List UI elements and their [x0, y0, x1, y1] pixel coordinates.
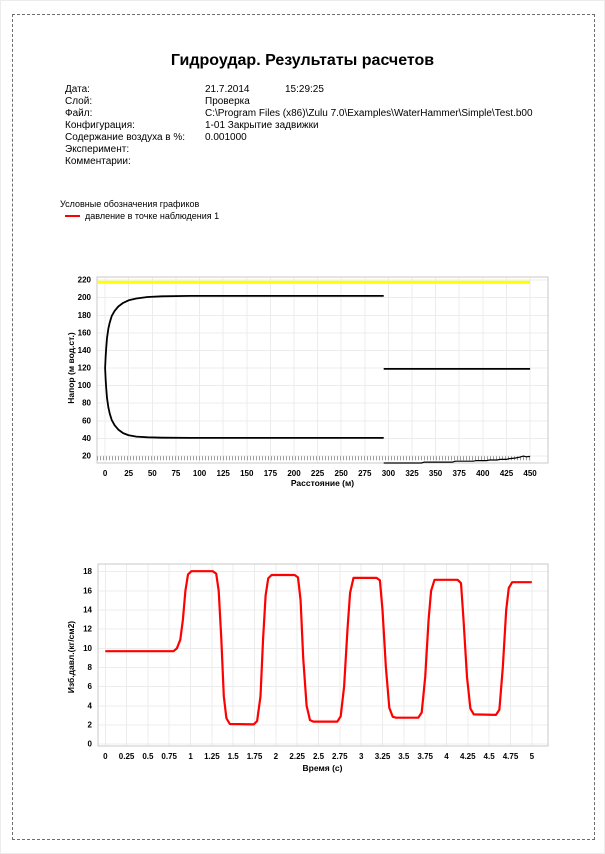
svg-text:125: 125 [216, 469, 230, 478]
svg-text:25: 25 [124, 469, 134, 478]
meta-row [65, 156, 545, 168]
legend-line-swatch [65, 215, 80, 217]
meta-row [65, 144, 545, 156]
svg-text:0: 0 [103, 752, 108, 761]
svg-text:14: 14 [83, 605, 92, 615]
legend-title: Условные обозначения графиков [60, 199, 200, 209]
svg-text:50: 50 [147, 469, 157, 478]
svg-text:1: 1 [188, 752, 193, 761]
meta-label: Дата: [65, 84, 90, 95]
chart-legend [60, 198, 219, 222]
svg-text:8: 8 [87, 663, 92, 672]
meta-row [65, 96, 545, 108]
svg-text:6: 6 [87, 682, 92, 692]
svg-text:60: 60 [82, 416, 91, 426]
svg-text:2.5: 2.5 [312, 752, 325, 761]
svg-text:2: 2 [273, 752, 279, 761]
svg-text:2: 2 [87, 720, 92, 730]
svg-text:3: 3 [358, 752, 364, 761]
svg-text:4: 4 [87, 701, 92, 711]
meta-value: 1-01 Закрытие задвижки [205, 120, 319, 131]
svg-text:1.75: 1.75 [246, 752, 263, 761]
svg-text:2.25: 2.25 [289, 752, 305, 761]
meta-value: C:\Program Files (x86)\Zulu 7.0\Examples\WaterHammer\Simple\Test.b00 [205, 108, 533, 119]
svg-text:300: 300 [381, 469, 396, 478]
svg-text:0: 0 [102, 469, 108, 478]
svg-text:140: 140 [77, 345, 91, 355]
svg-text:350: 350 [428, 469, 443, 478]
svg-text:3.75: 3.75 [417, 752, 433, 761]
svg-text:275: 275 [358, 469, 372, 478]
meta-label: Эксперимент: [65, 144, 130, 155]
svg-text:100: 100 [192, 469, 207, 478]
svg-text:0.25: 0.25 [118, 752, 135, 761]
svg-text:75: 75 [171, 469, 181, 478]
legend-item [65, 210, 219, 222]
chart1-y-axis-label: Напор (м вод.ст.) [66, 332, 76, 404]
svg-text:0.5: 0.5 [142, 752, 154, 761]
metadata-block [65, 84, 545, 168]
svg-text:175: 175 [263, 469, 278, 478]
pressure-time-chart-plot [60, 553, 555, 783]
legend-item-label: давление в точке наблюдения 1 [85, 211, 220, 221]
svg-text:200: 200 [77, 293, 91, 303]
meta-label: Комментарии: [65, 156, 131, 167]
meta-label: Файл: [65, 108, 93, 119]
meta-value-time: 15:29:25 [285, 84, 324, 95]
svg-text:425: 425 [499, 469, 514, 478]
svg-text:375: 375 [452, 469, 466, 478]
svg-text:2.75: 2.75 [332, 752, 348, 761]
svg-text:16: 16 [83, 586, 92, 596]
svg-text:3.25: 3.25 [374, 752, 391, 761]
svg-text:5: 5 [529, 752, 535, 761]
meta-label: Содержание воздуха в %: [65, 132, 186, 143]
meta-row [65, 120, 545, 132]
meta-label: Конфигурация: [65, 120, 135, 131]
report-title: Гидроудар. Результаты расчетов [170, 52, 435, 69]
svg-text:80: 80 [82, 398, 91, 408]
svg-text:0.75: 0.75 [161, 752, 177, 761]
svg-text:100: 100 [77, 381, 91, 391]
svg-text:4.25: 4.25 [460, 752, 476, 761]
chart2-y-axis-label: Изб.давл.(кг/см2) [66, 620, 76, 694]
svg-text:160: 160 [77, 328, 91, 338]
svg-text:10: 10 [83, 643, 92, 653]
svg-text:12: 12 [83, 624, 92, 634]
svg-text:20: 20 [82, 451, 91, 461]
meta-row [65, 132, 545, 144]
svg-text:225: 225 [310, 469, 325, 478]
chart1-x-axis-label: Расстояние (м) [290, 478, 355, 488]
head-distance-chart-plot [60, 270, 555, 500]
svg-text:4.75: 4.75 [502, 752, 519, 761]
meta-value: Проверка [205, 96, 250, 107]
svg-text:200: 200 [287, 469, 301, 478]
head-distance-chart [60, 270, 555, 500]
svg-text:120: 120 [77, 363, 91, 373]
svg-text:220: 220 [77, 275, 91, 285]
svg-text:4.5: 4.5 [483, 752, 495, 761]
svg-text:250: 250 [334, 469, 348, 478]
meta-value: 0.001000 [205, 132, 247, 143]
svg-text:1.25: 1.25 [204, 752, 220, 761]
svg-text:180: 180 [77, 310, 91, 320]
chart2-x-axis-label: Время (с) [302, 763, 343, 773]
svg-text:0: 0 [87, 739, 92, 749]
svg-text:325: 325 [405, 469, 419, 478]
svg-text:150: 150 [240, 469, 254, 478]
pressure-time-chart [60, 553, 555, 783]
svg-text:18: 18 [83, 567, 92, 577]
meta-row [65, 108, 545, 120]
svg-text:4: 4 [444, 752, 449, 761]
meta-row [65, 84, 545, 96]
svg-text:40: 40 [82, 433, 91, 443]
svg-text:400: 400 [476, 469, 490, 478]
svg-text:1.5: 1.5 [227, 752, 239, 761]
meta-value: 21.7.2014 [205, 84, 250, 95]
svg-text:3.5: 3.5 [398, 752, 410, 761]
meta-label: Слой: [65, 96, 93, 107]
svg-text:450: 450 [523, 469, 537, 478]
